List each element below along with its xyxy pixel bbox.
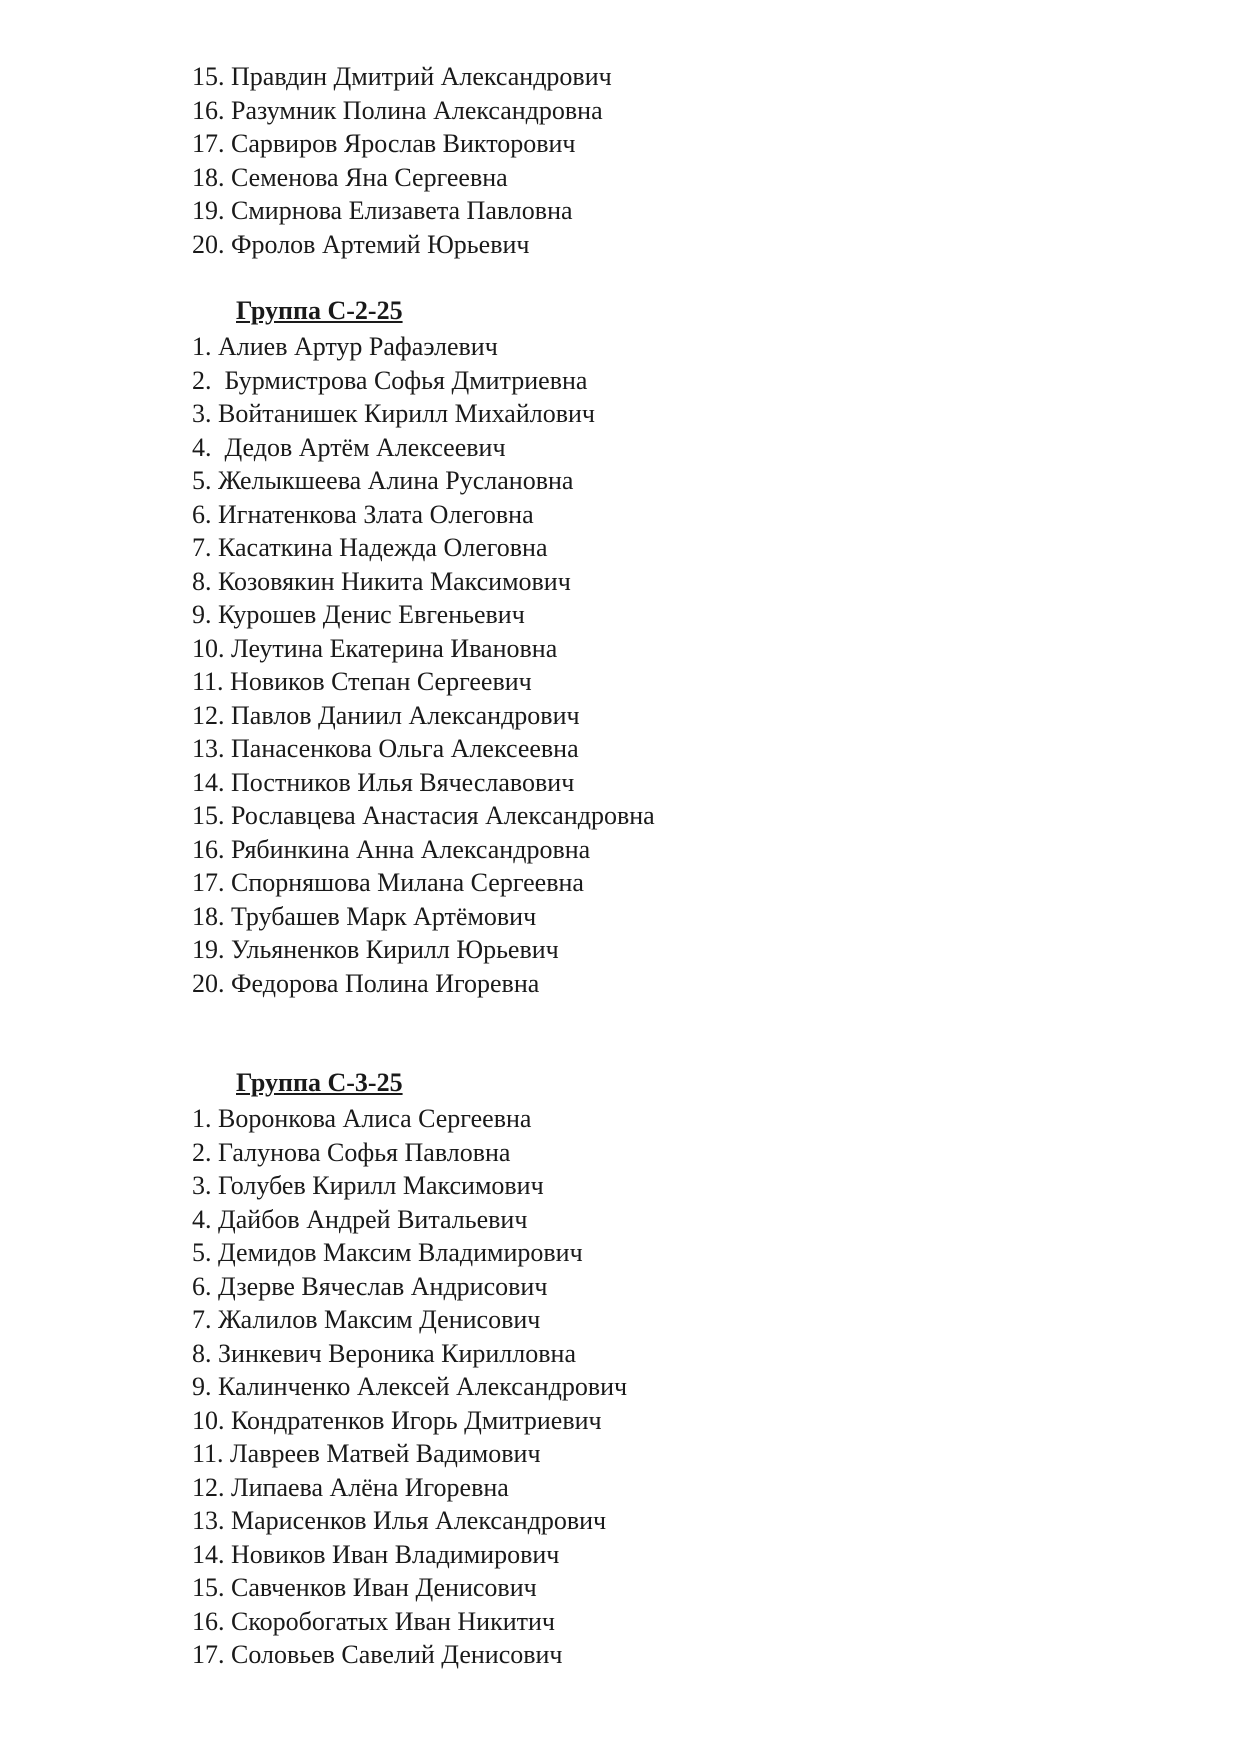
student-name: Марисенков Илья Александрович: [231, 1506, 607, 1535]
item-number: 17.: [192, 868, 225, 897]
student-name: Жалилов Максим Денисович: [218, 1305, 541, 1334]
list-item: [192, 330, 655, 364]
item-number: 11.: [192, 1439, 224, 1468]
item-number: 5.: [192, 466, 212, 495]
item-number: 12.: [192, 1472, 225, 1502]
student-name: Желыкшеева Алина Руслановна: [218, 466, 574, 495]
student-name: Калинченко Алексей Александрович: [218, 1372, 628, 1401]
student-name: Соловьев Савелий Денисович: [231, 1640, 563, 1669]
student-name: Правдин Дмитрий Александрович: [231, 62, 612, 91]
group-c3-student-list: [192, 1102, 627, 1672]
list-item: [192, 1236, 627, 1270]
student-name: Новиков Степан Сергеевич: [230, 667, 532, 696]
list-item: [192, 665, 655, 699]
list-item: [192, 498, 655, 532]
group-c2-student-list: [192, 330, 655, 1000]
list-item: [192, 431, 655, 465]
item-number: 9.: [192, 1372, 212, 1401]
item-number: 13.: [192, 1506, 225, 1535]
list-item: [192, 397, 655, 431]
list-item: [192, 464, 655, 498]
item-number: 4.: [192, 1204, 212, 1234]
list-item: [192, 866, 655, 900]
item-number: 9.: [192, 600, 212, 629]
item-number: 16.: [192, 95, 225, 125]
student-name: Савченков Иван Денисович: [231, 1573, 537, 1602]
item-number: 8.: [192, 566, 212, 596]
item-number: 8.: [192, 1338, 212, 1368]
item-number: 17.: [192, 129, 225, 158]
list-item: [192, 60, 612, 94]
list-item: [192, 161, 612, 195]
student-name: Трубашев Марк Артёмович: [231, 901, 537, 931]
list-item: [192, 900, 655, 934]
list-item: [192, 531, 655, 565]
list-item: [192, 732, 655, 766]
list-item: [192, 933, 655, 967]
student-name: Голубев Кирилл Максимович: [218, 1171, 544, 1200]
student-name: Панасенкова Ольга Алексеевна: [231, 734, 579, 763]
student-name: Смирнова Елизавета Павловна: [231, 196, 573, 225]
student-name: Семенова Яна Сергеевна: [231, 162, 508, 192]
student-name: Разумник Полина Александровна: [231, 95, 603, 125]
item-number: 19.: [192, 935, 225, 964]
student-name: Федорова Полина Игоревна: [231, 968, 540, 998]
item-number: 2.: [192, 365, 212, 395]
student-name: Постников Илья Вячеславович: [231, 767, 575, 797]
student-name: Леутина Екатерина Ивановна: [231, 633, 558, 663]
student-name: Скоробогатых Иван Никитич: [231, 1606, 555, 1636]
list-item: [192, 1638, 627, 1672]
student-name: Галунова Софья Павловна: [218, 1137, 511, 1167]
student-name: Алиев Артур Рафаэлевич: [218, 332, 498, 361]
list-item: [192, 1437, 627, 1471]
list-item: [192, 194, 612, 228]
student-name: Дедов Артём Алексеевич: [218, 432, 506, 462]
list-item: [192, 833, 655, 867]
item-number: 7.: [192, 1305, 212, 1334]
student-name: Войтанишек Кирилл Михайлович: [218, 399, 595, 428]
list-item: [192, 1471, 627, 1505]
list-item: [192, 127, 612, 161]
student-name: Новиков Иван Владимирович: [231, 1539, 560, 1569]
item-number: 11.: [192, 667, 224, 696]
item-number: 14.: [192, 1539, 225, 1569]
list-item: [192, 1370, 627, 1404]
student-name: Демидов Максим Владимирович: [218, 1238, 583, 1267]
list-item: [192, 1605, 627, 1639]
list-item: [192, 364, 655, 398]
student-name: Игнатенкова Злата Олеговна: [218, 499, 534, 529]
continued-student-list: [192, 60, 612, 261]
student-name: Ульяненков Кирилл Юрьевич: [231, 935, 559, 964]
item-number: 18.: [192, 901, 225, 931]
student-name: Фролов Артемий Юрьевич: [231, 229, 530, 259]
student-name: Рябинкина Анна Александровна: [231, 834, 591, 864]
student-name: Кондратенков Игорь Дмитриевич: [231, 1405, 602, 1435]
list-item: [192, 565, 655, 599]
list-item: [192, 598, 655, 632]
item-number: 5.: [192, 1238, 212, 1267]
item-number: 15.: [192, 62, 225, 91]
item-number: 7.: [192, 533, 212, 562]
list-item: [192, 1303, 627, 1337]
student-name: Дайбов Андрей Витальевич: [218, 1204, 528, 1234]
group-c2-heading: Группа С-2-25: [236, 296, 403, 325]
item-number: 19.: [192, 196, 225, 225]
student-name: Бурмистрова Софья Дмитриевна: [218, 365, 588, 395]
list-item: [192, 94, 612, 128]
student-name: Лавреев Матвей Вадимович: [230, 1439, 541, 1468]
item-number: 6.: [192, 499, 212, 529]
student-name: Липаева Алёна Игоревна: [231, 1472, 509, 1502]
list-item: [192, 799, 655, 833]
student-name: Зинкевич Вероника Кирилловна: [218, 1338, 576, 1368]
student-name: Дзерве Вячеслав Андрисович: [218, 1271, 548, 1301]
item-number: 17.: [192, 1640, 225, 1669]
list-item: [192, 1169, 627, 1203]
list-item: [192, 1203, 627, 1237]
item-number: 1.: [192, 332, 212, 361]
item-number: 12.: [192, 700, 225, 730]
item-number: 15.: [192, 1573, 225, 1602]
list-item: [192, 1136, 627, 1170]
student-name: Спорняшова Милана Сергеевна: [231, 868, 584, 897]
student-name: Сарвиров Ярослав Викторович: [231, 129, 576, 158]
list-item: [192, 766, 655, 800]
item-number: 16.: [192, 834, 225, 864]
student-name: Козовякин Никита Максимович: [218, 566, 571, 596]
item-number: 1.: [192, 1104, 212, 1133]
list-item: [192, 1404, 627, 1438]
student-name: Курошев Денис Евгеньевич: [218, 600, 525, 629]
student-name: Рославцева Анастасия Александровна: [231, 801, 655, 830]
item-number: 18.: [192, 162, 225, 192]
item-number: 13.: [192, 734, 225, 763]
item-number: 14.: [192, 767, 225, 797]
item-number: 2.: [192, 1137, 212, 1167]
item-number: 10.: [192, 1405, 225, 1435]
list-item: [192, 1270, 627, 1304]
list-item: [192, 1571, 627, 1605]
list-item: [192, 1538, 627, 1572]
item-number: 15.: [192, 801, 225, 830]
list-item: [192, 699, 655, 733]
item-number: 10.: [192, 633, 225, 663]
item-number: 6.: [192, 1271, 212, 1301]
list-item: [192, 967, 655, 1001]
list-item: [192, 1102, 627, 1136]
list-item: [192, 1504, 627, 1538]
list-item: [192, 632, 655, 666]
group-c3-heading: Группа С-3-25: [236, 1068, 403, 1097]
student-name: Касаткина Надежда Олеговна: [218, 533, 548, 562]
list-item: [192, 228, 612, 262]
item-number: 4.: [192, 432, 212, 462]
item-number: 3.: [192, 1171, 212, 1200]
item-number: 16.: [192, 1606, 225, 1636]
student-name: Воронкова Алиса Сергеевна: [218, 1104, 532, 1133]
student-name: Павлов Даниил Александрович: [231, 700, 580, 730]
item-number: 20.: [192, 968, 225, 998]
item-number: 3.: [192, 399, 212, 428]
item-number: 20.: [192, 229, 225, 259]
list-item: [192, 1337, 627, 1371]
